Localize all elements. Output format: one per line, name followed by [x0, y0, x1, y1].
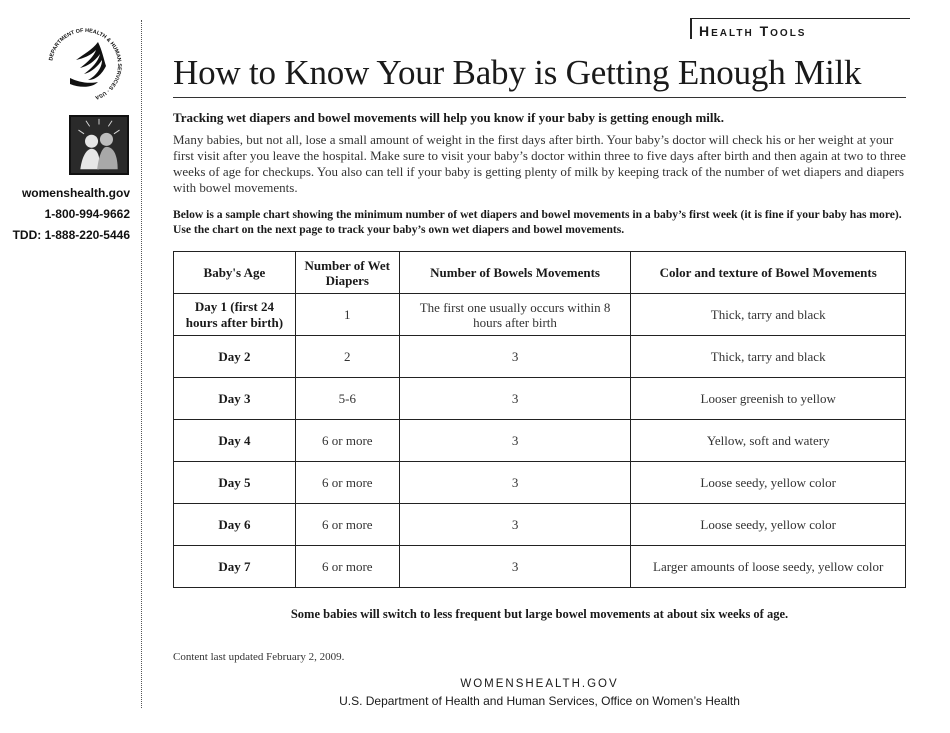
cell-age: Day 5 [174, 462, 296, 504]
footnote: Some babies will switch to less frequent but large bowel movements at about six weeks of age. [290, 607, 789, 621]
header-color-texture: Color and texture of Bowel Movements [631, 252, 906, 294]
header-bowel-movements: Number of Bowels Movements [399, 252, 631, 294]
womens-health-logo [69, 115, 129, 175]
footer-site-link[interactable]: WOMENSHEALTH.GOV [460, 678, 619, 690]
cell-wet-diapers: 1 [295, 294, 399, 336]
diaper-chart-table [173, 251, 906, 588]
health-tools-header [690, 18, 910, 39]
cell-wet-diapers: 6 or more [295, 546, 399, 588]
cell-bowel-movements: 3 [399, 420, 631, 462]
cell-age: Day 6 [174, 504, 296, 546]
eagle-icon [70, 42, 106, 87]
cell-color-texture: Larger amounts of loose seedy, yellow color [631, 546, 906, 588]
table-row [174, 378, 906, 420]
cell-color-texture: Thick, tarry and black [631, 336, 906, 378]
cell-wet-diapers: 6 or more [295, 462, 399, 504]
sidebar-divider [141, 20, 142, 708]
header-accent-bar [690, 19, 692, 39]
cell-bowel-movements: 3 [399, 462, 631, 504]
table-row [174, 294, 906, 336]
table-row [174, 546, 906, 588]
cell-age: Day 3 [174, 378, 296, 420]
intro-paragraph: Many babies, but not all, lose a small amount of weight in the first days after birth. Your baby’s doctor will check his or her weight at your first visit after you leave the hospital. Make sure to visit your baby’s doctor within three to five days after birth and then again at two to three weeks of age for checkups. You also can tell if your baby is getting plenty of milk by keeping track of the number of wet diapers and diapers with bowel movements. [173, 132, 906, 195]
hhs-seal-logo [40, 20, 130, 110]
cell-wet-diapers: 6 or more [295, 504, 399, 546]
table-row [174, 336, 906, 378]
table-row [174, 462, 906, 504]
cell-bowel-movements: The first one usually occurs within 8 hours after birth [399, 294, 631, 336]
cell-bowel-movements: 3 [399, 546, 631, 588]
footer-department: U.S. Department of Health and Human Services, Office on Women’s Health [339, 694, 740, 708]
cell-color-texture: Yellow, soft and watery [631, 420, 906, 462]
section-label: Health Tools [699, 23, 807, 39]
cell-wet-diapers: 5-6 [295, 378, 399, 420]
cell-bowel-movements: 3 [399, 504, 631, 546]
cell-color-texture: Looser greenish to yellow [631, 378, 906, 420]
title-divider [173, 97, 906, 98]
table-header-row [174, 252, 906, 294]
sidebar [0, 0, 142, 733]
phone-number: 1-800-994-9662 [44, 207, 130, 221]
cell-wet-diapers: 6 or more [295, 420, 399, 462]
page-title: How to Know Your Baby is Getting Enough Milk [173, 53, 862, 92]
cell-color-texture: Loose seedy, yellow color [631, 504, 906, 546]
tdd-number: TDD: 1-888-220-5446 [12, 228, 130, 242]
cell-age: Day 1 (first 24 hours after birth) [174, 294, 296, 336]
table-row [174, 504, 906, 546]
table-row [174, 420, 906, 462]
svg-text:DEPARTMENT OF HEALTH & HUMAN S: DEPARTMENT OF HEALTH & HUMAN SERVICES · USA [48, 27, 123, 101]
cell-age: Day 7 [174, 546, 296, 588]
cell-age: Day 4 [174, 420, 296, 462]
cell-bowel-movements: 3 [399, 378, 631, 420]
cell-bowel-movements: 3 [399, 336, 631, 378]
header-babys-age: Baby's Age [174, 252, 296, 294]
cell-age: Day 2 [174, 336, 296, 378]
lead-paragraph: Tracking wet diapers and bowel movements will help you know if your baby is getting enough milk. [173, 110, 724, 125]
last-updated: Content last updated February 2, 2009. [173, 651, 345, 663]
header-wet-diapers: Number of Wet Diapers [295, 252, 399, 294]
cell-color-texture: Thick, tarry and black [631, 294, 906, 336]
website-link[interactable]: womenshealth.gov [21, 186, 130, 200]
cell-color-texture: Loose seedy, yellow color [631, 462, 906, 504]
cell-wet-diapers: 2 [295, 336, 399, 378]
chart-note: Below is a sample chart showing the minimum number of wet diapers and bowel movements in a baby’s first week (it is fine if your baby has more). Use the chart on the next page to track your baby’s own wet diapers and bowel movements. [173, 208, 902, 236]
